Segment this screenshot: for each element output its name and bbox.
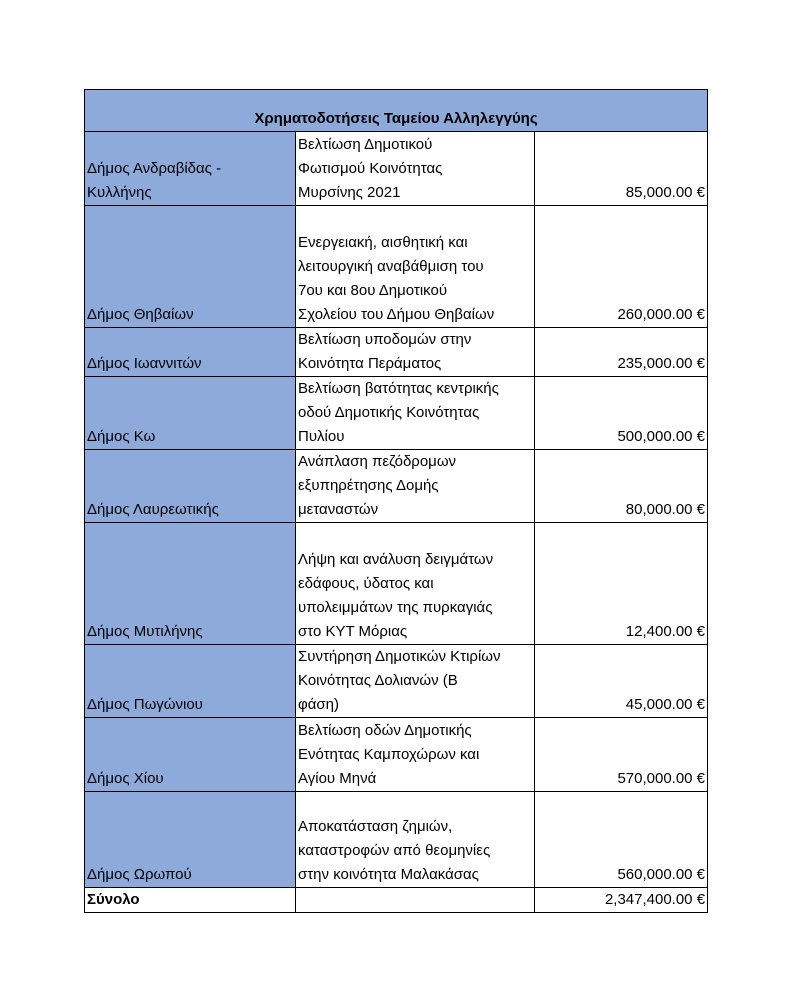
project-line: υπολειμμάτων της πυρκαγιάς	[298, 599, 493, 616]
amount-cell: 560,000.00 €	[535, 792, 708, 888]
amount-cell: 500,000.00 €	[535, 377, 708, 450]
table-row	[85, 450, 708, 523]
project-line: στο ΚΥΤ Μόριας	[298, 623, 408, 640]
project-cell	[296, 377, 535, 450]
project-cell	[296, 328, 535, 377]
amount-cell: 260,000.00 €	[535, 206, 708, 328]
project-cell	[296, 645, 535, 718]
table-row	[85, 206, 708, 328]
amount-cell: 235,000.00 €	[535, 328, 708, 377]
project-line: Λήψη και ανάλυση δειγμάτων	[298, 551, 494, 568]
municipality-line: Δήμος Ιωαννιτών	[87, 355, 202, 372]
project-line: Συντήρηση Δημοτικών Κτιρίων	[298, 648, 501, 665]
amount-cell: 45,000.00 €	[535, 645, 708, 718]
table-row	[85, 523, 708, 645]
project-line: Ανάπλαση πεζόδρομων	[298, 453, 457, 470]
total-amount: 2,347,400.00 €	[535, 888, 708, 913]
municipality-cell	[85, 377, 296, 450]
project-line: λειτουργική αναβάθμιση του	[298, 258, 484, 275]
project-line: 7ου και 8ου Δημοτικού	[298, 282, 448, 299]
table-row	[85, 328, 708, 377]
municipality-cell	[85, 450, 296, 523]
total-label: Σύνολο	[85, 888, 296, 913]
amount-cell: 12,400.00 €	[535, 523, 708, 645]
project-line: Ενεργειακή, αισθητική και	[298, 234, 468, 251]
project-line: Ενότητας Καμποχώρων και	[298, 746, 480, 763]
project-line: φάση)	[298, 696, 339, 713]
project-cell	[296, 718, 535, 792]
project-line: Κοινότητα Περάματος	[298, 355, 442, 372]
project-cell	[296, 132, 535, 206]
project-line: Βελτίωση οδών Δημοτικής	[298, 722, 472, 739]
project-cell	[296, 523, 535, 645]
project-line: καταστροφών από θεομηνίες	[298, 842, 491, 859]
municipality-line: Κυλλήνης	[87, 184, 152, 201]
municipality-cell	[85, 718, 296, 792]
project-line: Βελτίωση Δημοτικού	[298, 136, 433, 153]
municipality-cell	[85, 792, 296, 888]
table-row	[85, 132, 708, 206]
municipality-line: Δήμος Ανδραβίδας -	[87, 160, 222, 177]
municipality-line: Δήμος Ωρωπού	[87, 866, 192, 883]
project-line: Βελτίωση υποδομών στην	[298, 331, 472, 348]
table-row	[85, 377, 708, 450]
municipality-line: Δήμος Μυτιλήνης	[87, 623, 203, 640]
municipality-line: Δήμος Κω	[87, 428, 156, 445]
project-line: Αγίου Μηνά	[298, 770, 377, 787]
project-line: Αποκατάσταση ζημιών,	[298, 818, 453, 835]
project-line: Πυλίου	[298, 428, 345, 445]
amount-cell: 570,000.00 €	[535, 718, 708, 792]
project-cell	[296, 450, 535, 523]
amount-cell: 85,000.00 €	[535, 132, 708, 206]
title-row	[85, 90, 708, 132]
project-line: στην κοινότητα Μαλακάσας	[298, 866, 479, 883]
municipality-cell	[85, 523, 296, 645]
municipality-line: Δήμος Λαυρεωτικής	[87, 501, 219, 518]
project-line: Κοινότητας Δολιανών (Β	[298, 672, 458, 689]
amount-cell: 80,000.00 €	[535, 450, 708, 523]
table-title: Χρηματοδοτήσεις Ταμείου Αλληλεγγύης	[85, 90, 708, 132]
table-body	[85, 132, 708, 913]
project-line: Βελτίωση βατότητας κεντρικής	[298, 380, 499, 397]
municipality-line: Δήμος Θηβαίων	[87, 306, 194, 323]
municipality-cell	[85, 328, 296, 377]
project-line: Μυρσίνης 2021	[298, 184, 401, 201]
municipality-line: Δήμος Χίου	[87, 770, 164, 787]
table-row	[85, 645, 708, 718]
municipality-cell	[85, 206, 296, 328]
project-cell	[296, 792, 535, 888]
funding-table	[84, 89, 708, 913]
project-line: εδάφους, ύδατος και	[298, 575, 434, 592]
table-row	[85, 792, 708, 888]
project-line: μεταναστών	[298, 501, 379, 518]
project-line: Σχολείου του Δήμου Θηβαίων	[298, 306, 495, 323]
total-row	[85, 888, 708, 913]
municipality-cell	[85, 645, 296, 718]
project-line: εξυπηρέτησης Δομής	[298, 477, 439, 494]
table-row	[85, 718, 708, 792]
project-line: οδού Δημοτικής Κοινότητας	[298, 404, 480, 421]
project-line: Φωτισμού Κοινότητας	[298, 160, 443, 177]
municipality-line: Δήμος Πωγώνιου	[87, 696, 203, 713]
project-cell	[296, 206, 535, 328]
municipality-cell	[85, 132, 296, 206]
total-project-cell	[296, 888, 535, 913]
